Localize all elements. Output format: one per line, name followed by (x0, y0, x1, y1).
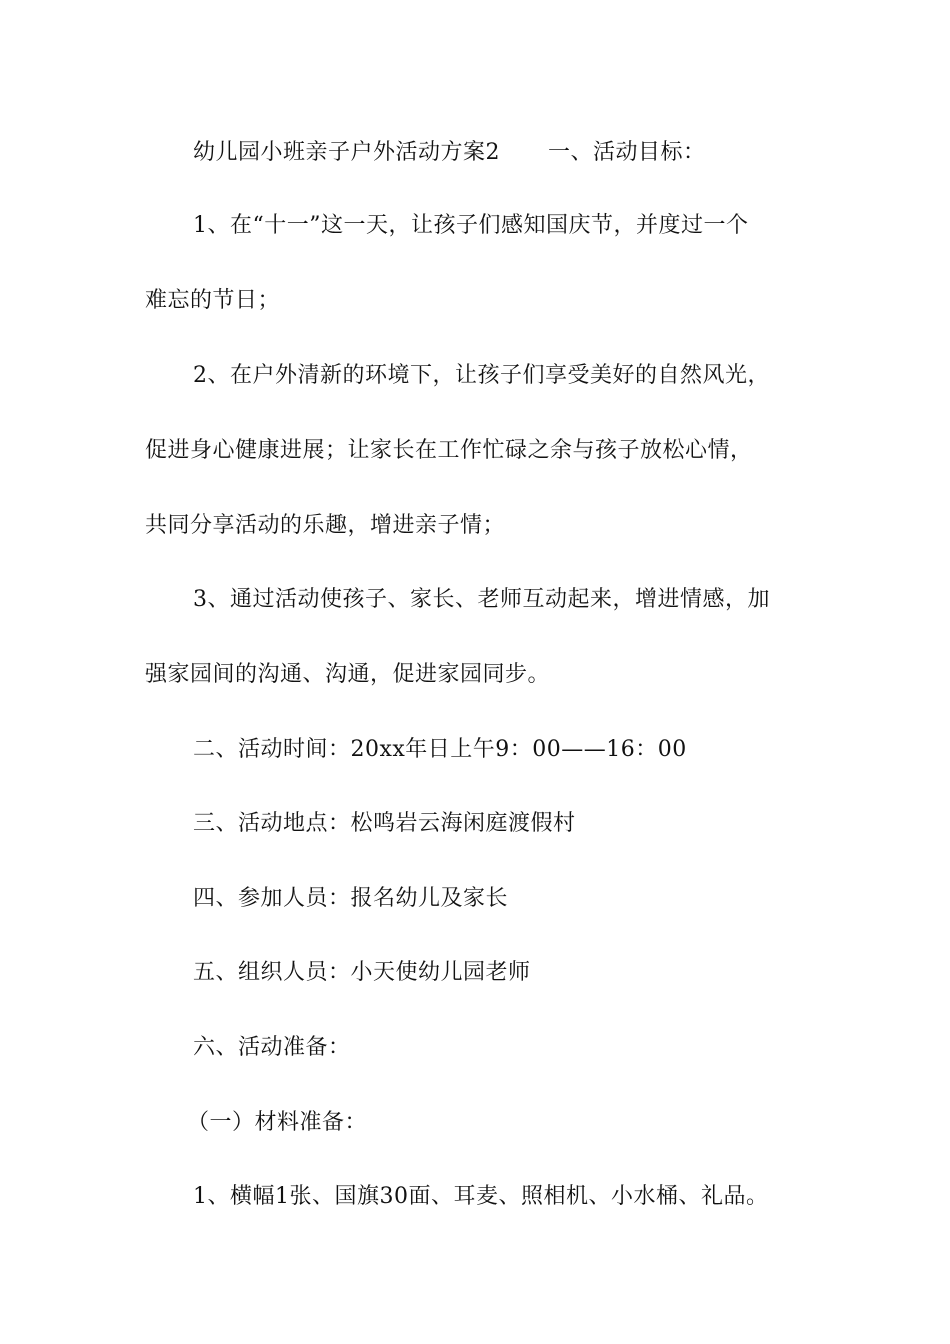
goal-2-line-2: 促进身心健康进展；让家长在工作忙碌之余与孩子放松心情， (145, 438, 753, 463)
section-goals-heading: 一、活动目标： (548, 140, 706, 165)
materials-heading: （一）材料准备： (187, 1110, 368, 1135)
goal-1-line-1: 1、在“十一”这一天，让孩子们感知国庆节，并度过一个 (193, 213, 749, 238)
goal-2-line-3: 共同分享活动的乐趣，增进亲子情； (145, 513, 506, 538)
participants: 四、参加人员：报名幼儿及家长 (193, 886, 509, 911)
document-title: 幼儿园小班亲子户外活动方案2 (193, 140, 500, 165)
title-line (193, 138, 893, 168)
goal-3-line-2: 强家园间的沟通、沟通，促进家园同步。 (145, 662, 551, 687)
activity-place: 三、活动地点：松鸣岩云海闲庭渡假村 (193, 811, 576, 836)
goal-3-line-1: 3、通过活动使孩子、家长、老师互动起来，增进情感，加 (193, 587, 770, 612)
materials-item-1: 1、横幅1张、国旗30面、耳麦、照相机、小水桶、礼品。 (193, 1184, 769, 1209)
activity-time: 二、活动时间：20xx年日上午9：00——16：00 (193, 737, 687, 762)
organizers: 五、组织人员：小天使幼儿园老师 (193, 960, 531, 985)
goal-1-line-2: 难忘的节日； (145, 288, 281, 313)
preparation-heading: 六、活动准备： (193, 1035, 351, 1060)
goal-2-line-1: 2、在户外清新的环境下，让孩子们享受美好的自然风光， (193, 363, 770, 388)
